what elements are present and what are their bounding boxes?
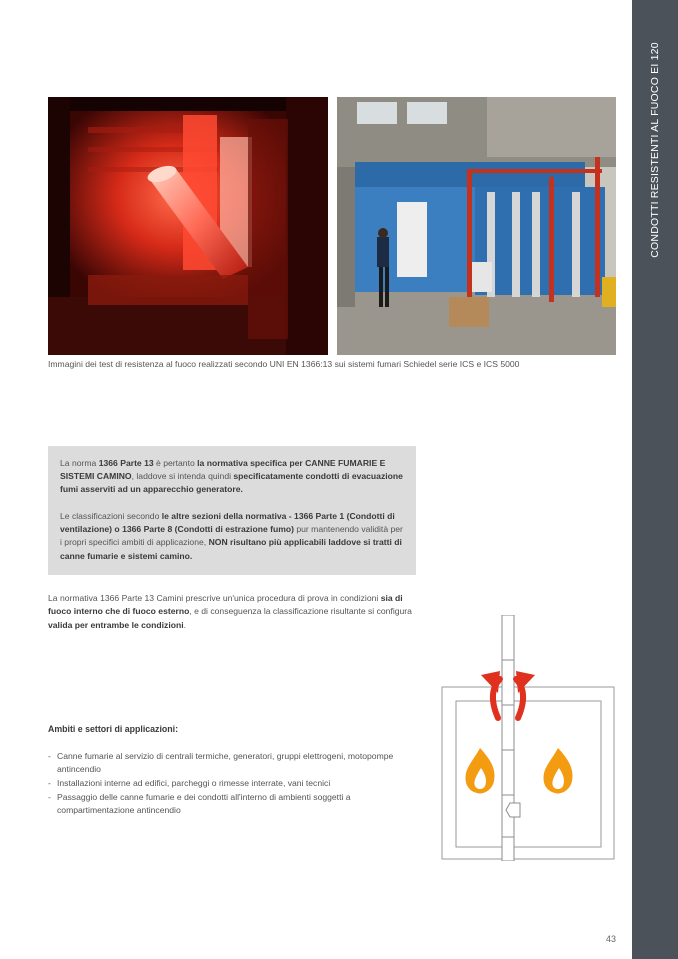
sidebar xyxy=(632,0,678,959)
fire-test-diagram xyxy=(440,615,616,861)
list-item: - Installazioni interne ad edifici, parcheggi o rimesse interrate, vani tecnici xyxy=(48,778,331,788)
furnace-interior-photo xyxy=(48,97,328,355)
applications-list xyxy=(48,750,418,818)
chimney-pipe xyxy=(502,615,520,861)
list-item: - Canne fumarie al servizio di centrali termiche, generatori, gruppi elettrogeni, motopompe antincendio xyxy=(48,751,394,774)
flame-left-icon xyxy=(465,748,494,794)
red-arrow-right-icon xyxy=(516,671,535,718)
highlight-box xyxy=(48,446,416,575)
flame-right-icon xyxy=(543,748,572,794)
box-paragraph-2: Le classificazioni secondo le altre sezioni della normativa - 1366 Parte 1 (Condotti di ventilazione) o 1366 Parte 8 (Condotti di estrazione fumo) pur mantenendo validità per i propri specifici ambiti di applicazione, NON risultano più applicabili laddove si tratti di canne fumarie e sistemi camino. xyxy=(60,511,403,561)
body-paragraph: La normativa 1366 Parte 13 Camini prescrive un'unica procedura di prova in condizioni sia di fuoco interno che di fuoco esterno, e di conseguenza la classificazione risultante si configura valida per entrambe le condizioni. xyxy=(48,593,412,630)
box-paragraph-1: La norma 1366 Parte 13 è pertanto la normativa specifica per CANNE FUMARIE E SISTEMI CAMINO, laddove si intenda quindi specificatamente condotti di evacuazione fumi asserviti ad un apparecchio generatore. xyxy=(60,458,403,495)
sidebar-title-area xyxy=(632,0,678,270)
page-number: 43 xyxy=(606,934,617,944)
test-rig-photo xyxy=(337,97,616,355)
red-arrow-left-icon xyxy=(481,671,500,718)
sidebar-title: CONDOTTI RESISTENTI AL FUOCO EI 120 xyxy=(649,42,661,258)
photo-caption: Immagini dei test di resistenza al fuoco realizzati secondo UNI EN 1366:13 sui sistemi fumari Schiedel serie ICS e ICS 5000 xyxy=(48,359,520,369)
list-item: - Passaggio delle canne fumarie e dei condotti all'interno di ambienti soggetti a compartimentazione antincendio xyxy=(48,792,351,815)
section-title: Ambiti e settori di applicazioni: xyxy=(48,724,179,734)
